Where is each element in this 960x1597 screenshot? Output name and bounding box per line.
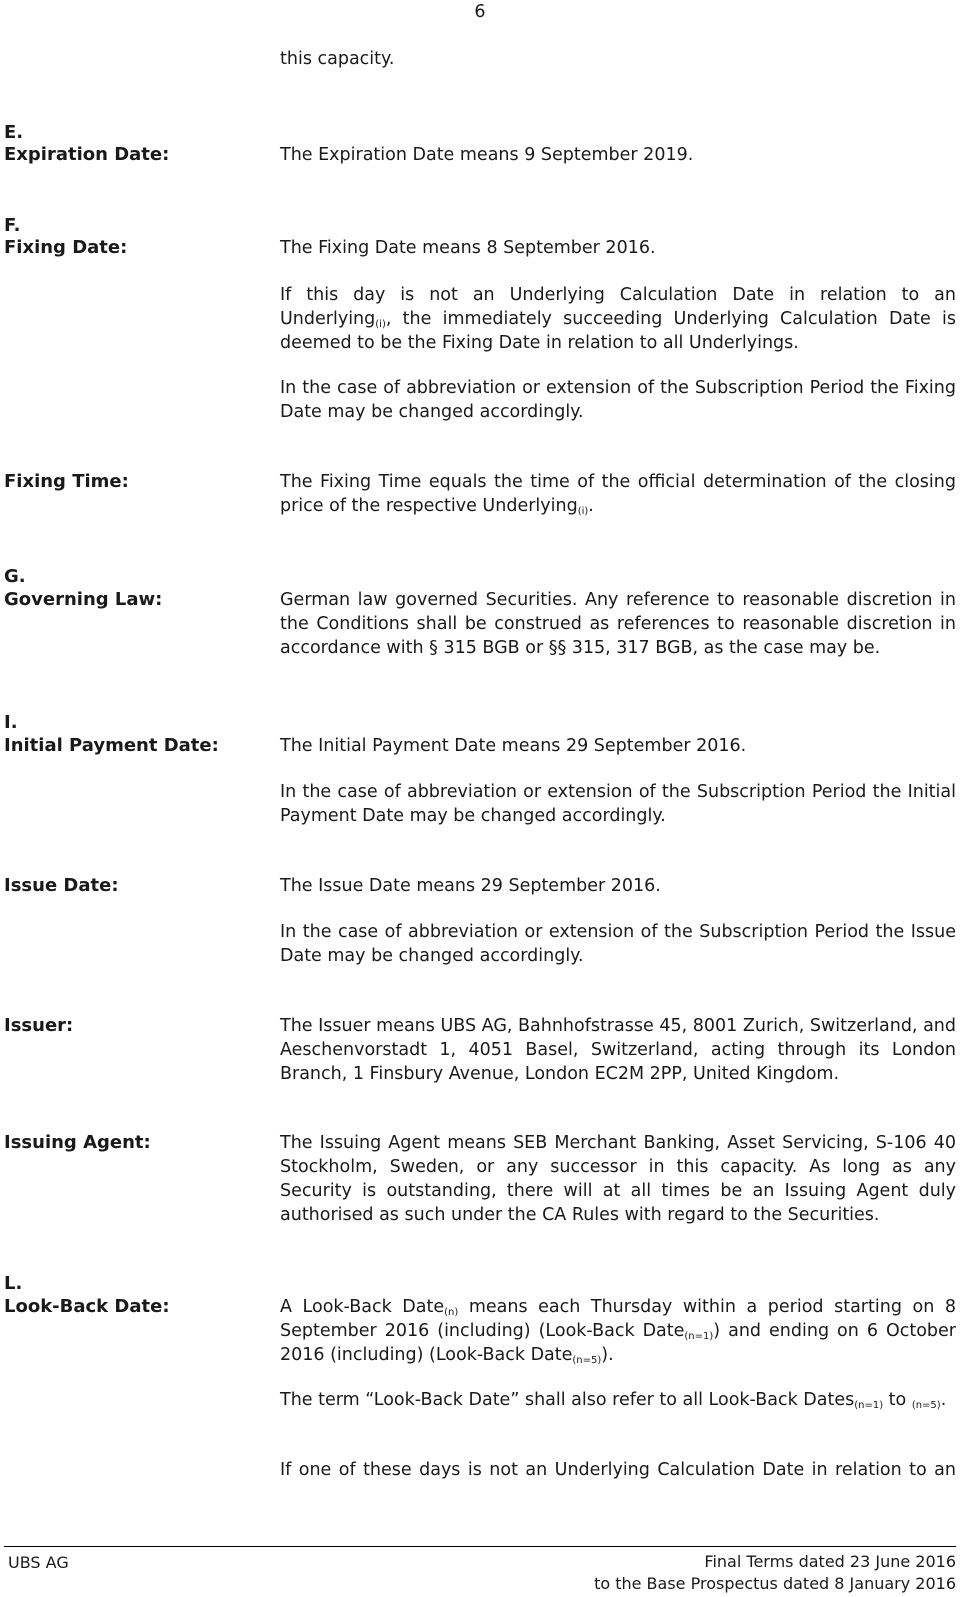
term-governing-law: Governing Law: bbox=[4, 589, 163, 610]
term-look-back-date: Look-Back Date: bbox=[4, 1296, 170, 1317]
term-initial-payment-date: Initial Payment Date: bbox=[4, 735, 219, 756]
footer-final-terms: Final Terms dated 23 June 2016 bbox=[704, 1552, 956, 1571]
fixing-date-paragraph-2: If this day is not an Underlying Calculation Date in relation to an Underlying$_{(i)}$, the immediately succeeding Underlying Calculation Date is deemed to be the Fixing Date in relation to all Underlyings. bbox=[280, 285, 956, 353]
term-expiration-date: Expiration Date: bbox=[4, 144, 170, 165]
term-issuing-agent: Issuing Agent: bbox=[4, 1132, 151, 1153]
issuing-agent-text: The Issuing Agent means SEB Merchant Banking, Asset Servicing, S-106 40 Stockholm, Sweden, or any successor in this capacity. As long as any Security is outstanding, there will at all times be an Issuing Agent duly authorised as such under the CA Rules with regard to the Securities. bbox=[280, 1133, 956, 1225]
look-back-date-paragraph-2: The term “Look-Back Date” shall also refer to all Look-Back Dates$_{(n=1)}$ to $_{(n=5)}$. bbox=[280, 1390, 947, 1411]
footer-document-info bbox=[594, 1551, 956, 1595]
initial-payment-date-paragraph-2: In the case of abbreviation or extension of the Subscription Period the Initial Payment Date may be changed accordingly. bbox=[280, 782, 956, 826]
issuer-text: The Issuer means UBS AG, Bahnhofstrasse 45, 8001 Zurich, Switzerland, and Aeschenvorstadt 1, 4051 Basel, Switzerland, acting through its London Branch, 1 Finsbury Avenue, London EC2M 2PP, United Kingdom. bbox=[280, 1016, 956, 1084]
initial-payment-date-text: The Initial Payment Date means 29 September 2016. bbox=[280, 736, 747, 756]
issue-date-text: The Issue Date means 29 September 2016. bbox=[280, 876, 661, 896]
section-letter-e: E. bbox=[4, 122, 24, 143]
issue-date-paragraph-2: In the case of abbreviation or extension of the Subscription Period the Issue Date may be changed accordingly. bbox=[280, 922, 956, 966]
term-issue-date: Issue Date: bbox=[4, 875, 119, 896]
look-back-date-paragraph-3: If one of these days is not an Underlying Calculation Date in relation to an bbox=[280, 1460, 956, 1480]
expiration-date-text: The Expiration Date means 9 September 2019. bbox=[280, 145, 694, 165]
section-letter-f: F. bbox=[4, 215, 21, 236]
footer-divider bbox=[4, 1546, 956, 1547]
page-number: 6 bbox=[474, 2, 486, 22]
intro-text: this capacity. bbox=[280, 49, 395, 69]
term-fixing-date: Fixing Date: bbox=[4, 237, 128, 258]
governing-law-text: German law governed Securities. Any reference to reasonable discretion in the Conditions shall be construed as references to reasonable discretion in accordance with § 315 BGB or §§ 315, 317 BGB, as the case may be. bbox=[280, 590, 956, 658]
section-letter-l: L. bbox=[4, 1273, 23, 1294]
term-fixing-time: Fixing Time: bbox=[4, 471, 129, 492]
section-letter-g: G. bbox=[4, 566, 26, 587]
fixing-time-text: The Fixing Time equals the time of the official determination of the closing price of the respective Underlying$_{(i)}$. bbox=[280, 472, 956, 517]
look-back-date-text: A Look-Back Date$_{(n)}$ means each Thursday within a period starting on 8 September 2016 (including) (Look-Back Date$_{(n=1)}$) and ending on 6 October 2016 (including) (Look-Back Date$_{(n=5)}$). bbox=[280, 1297, 956, 1366]
fixing-date-paragraph-3: In the case of abbreviation or extension of the Subscription Period the Fixing Date may be changed accordingly. bbox=[280, 378, 956, 422]
fixing-date-text: The Fixing Date means 8 September 2016. bbox=[280, 238, 656, 258]
term-issuer: Issuer: bbox=[4, 1015, 74, 1036]
footer-issuer: UBS AG bbox=[8, 1553, 69, 1572]
section-letter-i: I. bbox=[4, 712, 18, 733]
footer-base-prospectus: to the Base Prospectus dated 8 January 2016 bbox=[594, 1574, 956, 1593]
